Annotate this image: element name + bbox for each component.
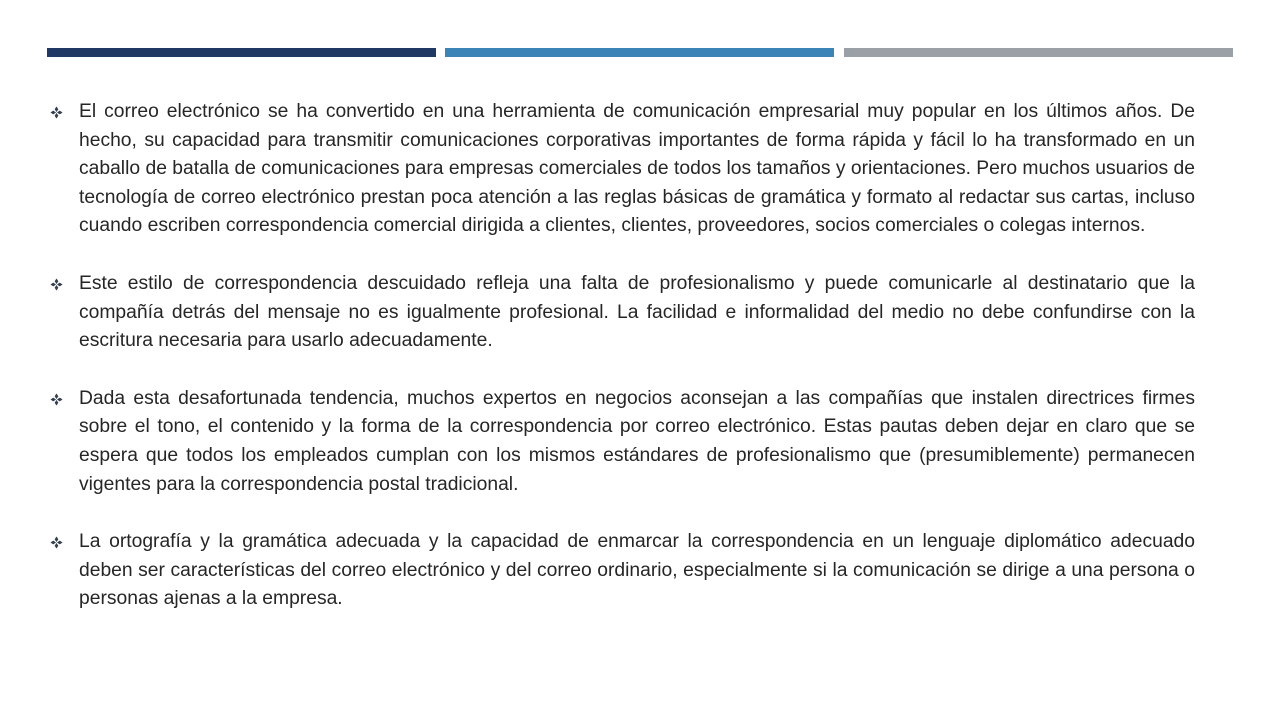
bullet-item [50,98,1195,241]
accent-bar-gray [844,48,1233,57]
accent-bar-dark-blue [47,48,436,57]
four-diamond-bullet-icon [50,536,63,549]
bullet-item [50,528,1195,614]
bullet-text: El correo electrónico se ha convertido en una herramienta de comunicación empresarial muy popular en los últimos años. De hecho, su capacidad para transmitir comunicaciones corporativas importantes de forma rápida y fácil lo ha transformado en un caballo de batalla de comunicaciones para empresas comerciales de todos los tamaños y orientaciones. Pero muchos usuarios de tecnología de correo electrónico prestan poca atención a las reglas básicas de gramática y formato al redactar sus cartas, incluso cuando escriben correspondencia comercial dirigida a clientes, clientes, proveedores, socios comerciales o colegas internos. [79,101,1195,237]
bullet-item [50,385,1195,499]
accent-bar-light-blue [445,48,834,57]
slide-body [50,98,1195,643]
four-diamond-bullet-icon [50,106,63,119]
four-diamond-bullet-icon [50,278,63,291]
bullet-item [50,270,1195,356]
four-diamond-bullet-icon [50,393,63,406]
bullet-text: Este estilo de correspondencia descuidado refleja una falta de profesionalismo y puede comunicarle al destinatario que la compañía detrás del mensaje no es igualmente profesional. La facilidad e informalidad del medio no debe confundirse con la escritura necesaria para usarlo adecuadamente. [79,272,1195,352]
bullet-text: La ortografía y la gramática adecuada y la capacidad de enmarcar la correspondencia en un lenguaje diplomático adecuado deben ser características del correo electrónico y del correo ordinario, especialmente si la comunicación se dirige a una persona o personas ajenas a la empresa. [79,531,1195,610]
header-accent-bars [47,48,1233,57]
bullet-text: Dada esta desafortunada tendencia, muchos expertos en negocios aconsejan a las compañías que instalen directrices firmes sobre el tono, el contenido y la forma de la correspondencia por correo electrónico. Estas pautas deben dejar en claro que se espera que todos los empleados cumplan con los mismos estándares de profesionalismo que (presumiblemente) permanecen vigentes para la correspondencia postal tradicional. [79,387,1195,495]
